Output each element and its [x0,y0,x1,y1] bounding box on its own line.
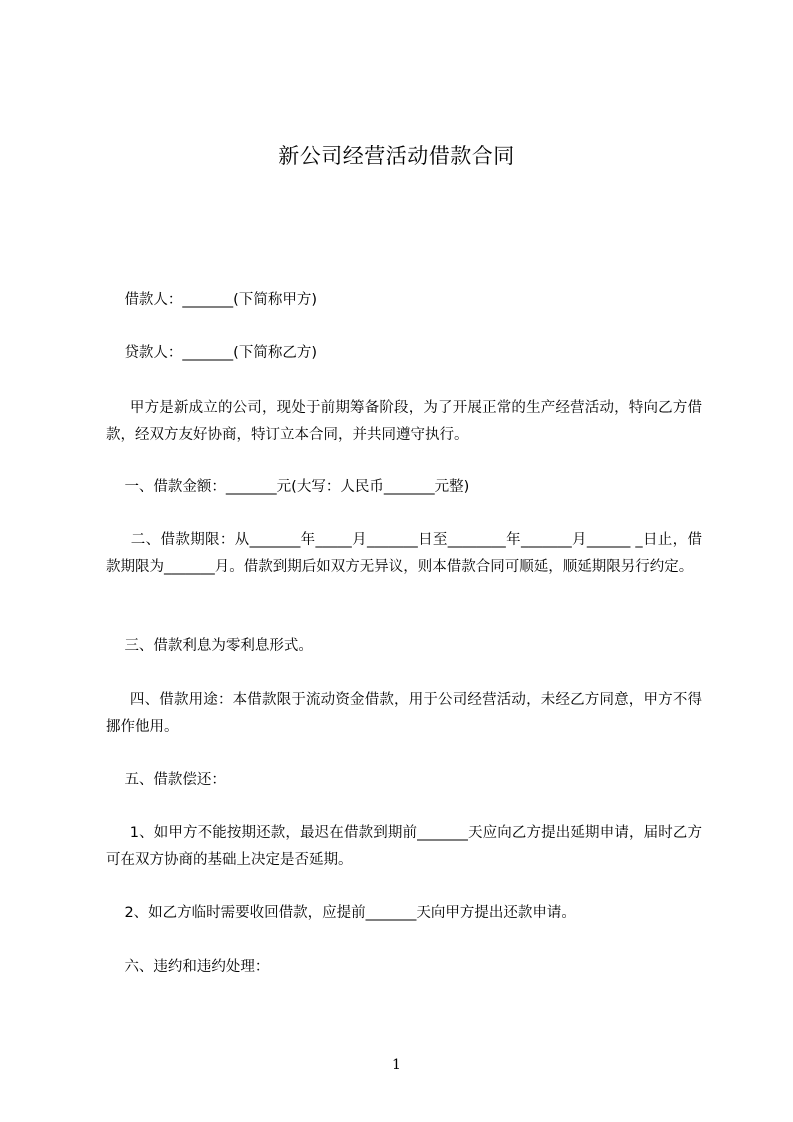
clause-interest: 三、借款利息为零利息形式。 [106,638,313,654]
document-title: 新公司经营活动借款合同 [278,144,515,168]
borrower-line: 借款人：_______(下简称甲方) [106,292,318,308]
clause-repayment-item-2: 2、如乙方临时需要收回借款，应提前_______天向甲方提出还款申请。 [106,905,576,921]
clause-loan-amount: 一、借款金额：_______元(大写：人民币_______元整) [106,479,470,495]
clause-breach-heading: 六、违约和违约处理： [106,959,270,975]
clause-loan-purpose: 四、借款用途：本借款限于流动资金借款，用于公司经营活动，未经乙方同意，甲方不得挪作他用。 [106,692,703,735]
clause-repayment-heading: 五、借款偿还： [106,772,226,788]
clause-repayment-item-1: 1、如甲方不能按期还款，最迟在借款到期前_______天应向乙方提出延期申请，届时乙方可在双方协商的基础上决定是否延期。 [106,825,702,868]
intro-paragraph: 甲方是新成立的公司，现处于前期筹备阶段，为了开展正常的生产经营活动，特向乙方借款，经双方友好协商，特订立本合同，并共同遵守执行。 [106,400,703,443]
lender-line: 贷款人：_______(下简称乙方) [106,345,318,361]
page-number: 1 [392,1057,401,1073]
clause-loan-term: 二、借款期限：从_______年_____月_______日至________年_______月______ _日止，借款期限为_______月。借款到期后如双方无异议，则本借款合同可顺延，顺延期限另行约定。 [106,532,703,575]
